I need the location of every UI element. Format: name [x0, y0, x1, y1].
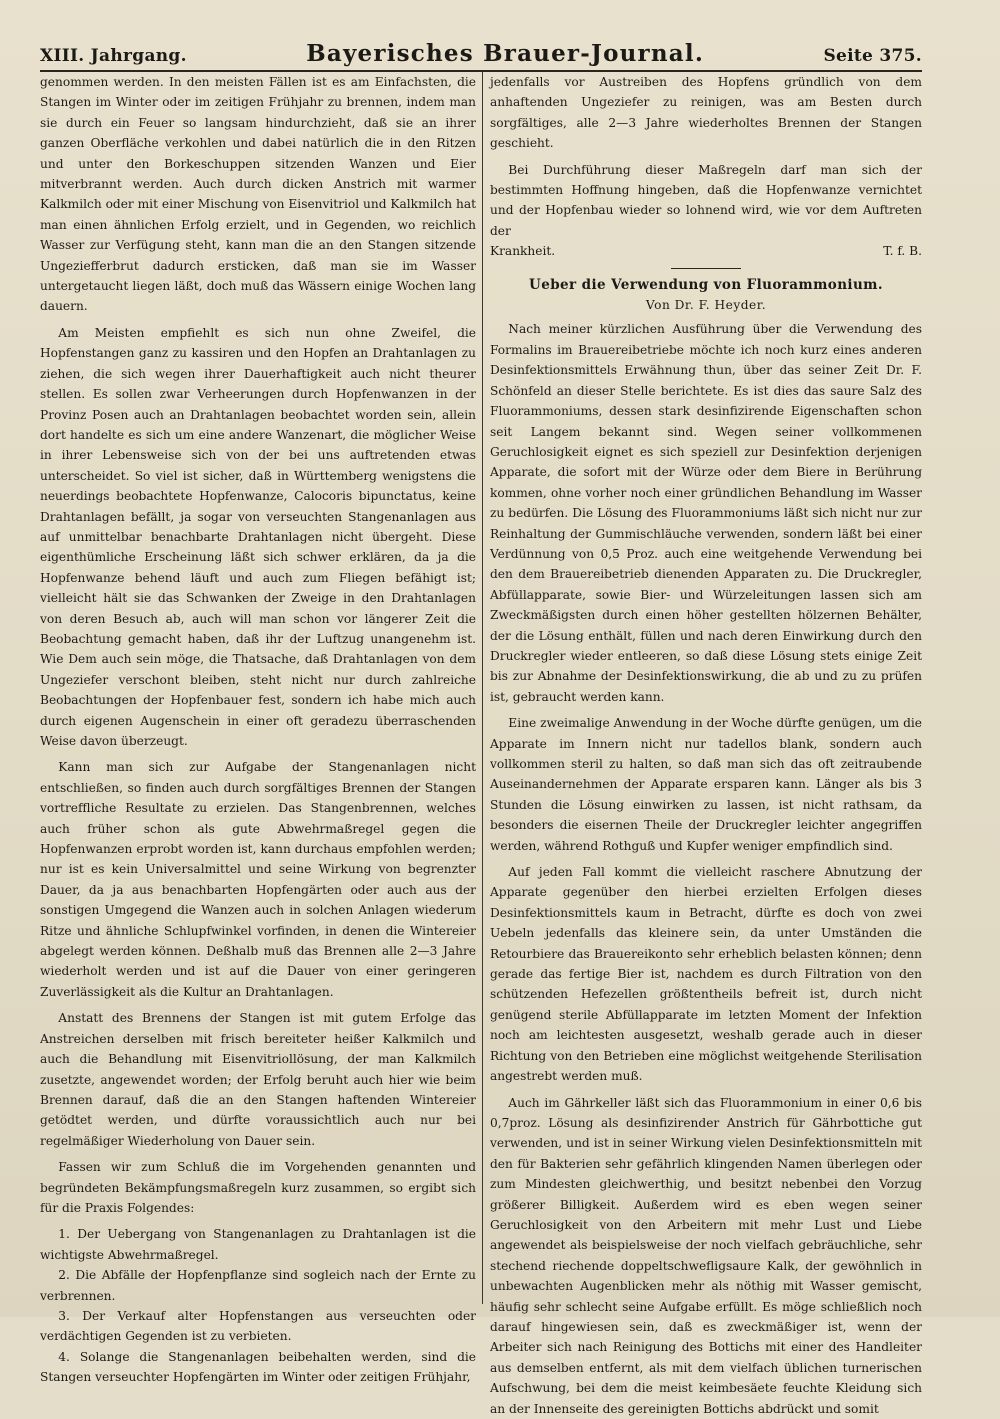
paragraph: Fassen wir zum Schluß die im Vorgehenden genannten und begründeten Bekämpfungsmaßregeln kurz zusammen, so ergibt sich für die Praxis Folgendes:: [40, 1157, 476, 1218]
paragraph: Anstatt des Brennens der Stangen ist mit gutem Erfolge das Anstreichen derselben mit frisch bereiteter heißer Kalkmilch und auch die Behandlung mit Eisenvitriollösung, der man Kalkmilch zusetzte, angewendet worden; der Erfolg beruht auch hier wie beim Brennen darauf, daß die an den Stangen haftenden Wintereier getödtet werden, und dürfte voraussichtlich auch nur bei regelmäßiger Wiederholung von Dauer sein.: [40, 1008, 476, 1151]
author-signature: T. f. B.: [883, 241, 922, 261]
journal-title: Bayerisches Brauer-Journal.: [306, 40, 704, 70]
article-title: Ueber die Verwendung von Fluorammonium.: [490, 275, 922, 295]
closing-paragraph: Bei Durchführung dieser Maßregeln darf man sich der bestimmten Hoffnung hingeben, daß die Hopfenwanze vernichtet und der Hopfenbau wieder so lohnend wird, wie vor dem Auftreten der: [490, 160, 922, 242]
paragraph: Am Meisten empfiehlt es sich nun ohne Zweifel, die Hopfenstangen ganz zu kassiren und den Hopfen an Drahtanlagen zu ziehen, die sich wegen ihrer Dauerhaftigkeit auch nicht theurer stellen. Es sollen zwar Verheerungen durch Hopfenwanzen in der Provinz Posen auch an Drahtanlagen beobachtet worden sein, allein dort handelte es sich um eine andere Wanzenart, die möglicher Weise in ihrer Lebensweise sich von der bei uns auftretenden etwas unterscheidet. So viel ist sicher, daß in Württemberg wenigstens die neuerdings beobachtete Hopfenwanze, Calocoris bipunctatus, keine Drahtanlagen befällt, ja sogar von verseuchten Stangenanlagen aus auf unmittelbar benachbarte Drahtanlagen nicht übergeht. Diese eigenthümliche Erscheinung läßt sich schwer erklären, da ja die Hopfenwanze behend läuft und auch zum Fliegen befähigt ist; vielleicht hält sie das Schwanken der Zweige in den Drahtanlagen von deren Besuch ab, auch will man schon vor längerer Zeit die Beobachtung gemacht haben, daß ihr der Luftzug unangenehm ist. Wie Dem auch sein möge, die Thatsache, daß Drahtanlagen von dem Ungeziefer verschont bleiben, steht nicht nur durch zahlreiche Beobachtungen der Hopfenbauer fest, sondern ich habe mich auch durch eigenen Augenschein in einer oft geradezu überraschenden Weise davon überzeugt.: [40, 323, 476, 752]
paragraph: Auch im Gährkeller läßt sich das Fluorammonium in einer 0,6 bis 0,7proz. Lösung als desinfizirender Anstrich für Gährbottiche gut verwenden, und ist in seiner Wirkung vielen Desinfektionsmitteln mit den für Bakterien sehr gefährlich klingenden Namen überlegen oder zum Mindesten gleichwerthig, und besitzt nebenbei den Vorzug größerer Billigkeit. Außerdem wird es eben wegen seiner Geruchlosigkeit von den Arbeitern mit mehr Lust und Liebe angewendet als beispielsweise der noch vielfach gebräuchliche, sehr stechend riechende doppeltschwefligsaure Kalk, der gewöhnlich in unbewachten Augenblicken mehr als nöthig mit Wasser gemischt, häufig sehr schlecht seine Aufgabe erfüllt. Es möge schließlich noch darauf hingewiesen sein, daß es zweckmäßiger ist, wenn der Arbeiter sich nach Reinigung des Bottichs mit einer des Handleiter aus demselben entfernt, als mit dem vielfach üblichen turnerischen Aufschwung, bei dem die meist keimbesäete feuchte Kleidung sich an der Innenseite des gereinigten Bottichs abdrückt und somit: [490, 1093, 922, 1419]
paragraph: Kann man sich zur Aufgabe der Stangenanlagen nicht entschließen, so finden auch durch sorgfältiges Brennen der Stangen vortreffliche Resultate zu erzielen. Das Stangenbrennen, welches auch früher schon als gute Abwehrmaßregel gegen die Hopfenwanzen erprobt worden ist, kann durchaus empfohlen werden; nur ist es kein Universalmittel und seine Wirkung von begrenzter Dauer, da ja aus benachbarten Hopfengärten oder auch aus der sonstigen Umgegend die Wanzen auch in solchen Anlagen wiederum Ritze und ähnliche Schlupfwinkel vorfinden, in denen die Wintereier abgelegt werden können. Deßhalb muß das Brennen alle 2—3 Jahre wiederholt werden und ist auf die Dauer von einer geringeren Zuverlässigkeit als die Kultur an Drahtanlagen.: [40, 757, 476, 1002]
paragraph: Eine zweimalige Anwendung in der Woche dürfte genügen, um die Apparate im Innern nicht nur tadellos blank, sondern auch vollkommen steril zu halten, so daß man sich das oft zeitraubende Auseinandernehmen der Apparate ersparen kann. Länger als bis 3 Stunden die Lösung einwirken zu lassen, ist nicht rathsam, da besonders die eisernen Theile der Druckregler leichter angegriffen werden, während Rothguß und Kupfer weniger empfindlich sind.: [490, 713, 922, 856]
page-header: [40, 30, 922, 72]
paragraph: Nach meiner kürzlichen Ausführung über die Verwendung des Formalins im Brauereibetriebe möchte ich noch kurz eines anderen Desinfektionsmittels Erwähnung thun, über das seiner Zeit Dr. F. Schönfeld an dieser Stelle berichtete. Es ist dies das saure Salz des Fluorammoniums, dessen stark desinfizirende Eigenschaften schon seit Langem bekannt sind. Wegen seiner vollkommenen Geruchlosigkeit eignet es sich speziell zur Desinfektion derjenigen Apparate, die sofort mit der Würze oder dem Biere in Berührung kommen, ohne vorher noch einer gründlichen Behandlung im Wasser zu bedürfen. Die Lösung des Fluorammoniums läßt sich nicht nur zur Reinhaltung der Gummischläuche verwenden, sondern läßt bei einer Verdünnung von 0,5 Proz. auch eine weitgehende Verwendung bei den dem Brauereibetrieb dienenden Apparaten zu. Die Druckregler, Abfüllapparate, sowie Bier- und Würzeleitungen lassen sich am Zweckmäßigsten durch einen höher gestellten hölzernen Behälter, der die Lösung enthält, füllen und nach deren Einwirkung durch den Druckregler wieder entleeren, so daß diese Lösung stets einige Zeit bis zur Abnahme der Desinfektionswirkung, die ab und zu zu prüfen ist, gebraucht werden kann.: [490, 319, 922, 707]
right-column: [490, 72, 922, 1304]
paragraph: genommen werden. In den meisten Fällen ist es am Einfachsten, die Stangen im Winter oder im zeitigen Frühjahr zu brennen, indem man sie durch ein Feuer so langsam hindurchzieht, daß sie an ihrer ganzen Oberfläche verkohlen und dabei natürlich die in den Ritzen und unter den Borkeschuppen sitzenden Wanzen und Eier mitverbrannt werden. Auch durch dicken Anstrich mit warmer Kalkmilch oder mit einer Mischung von Eisenvitriol und Kalkmilch hat man einen ähnlichen Erfolg erzielt, und in Gegenden, wo reichlich Wasser zur Verfügung steht, kann man die an den Stangen sitzende Ungeziefferbrut dadurch ersticken, daß man sie im Wasser untergetaucht liegen läßt, doch muß das Wässern einige Wochen lang dauern.: [40, 72, 476, 317]
column-divider: [482, 72, 483, 1304]
measures-list: [40, 1224, 476, 1387]
paragraph: Auf jeden Fall kommt die vielleicht raschere Abnutzung der Apparate gegenüber den hierbei erzielten Erfolgen dieses Desinfektionsmittels kaum in Betracht, dürfte es doch von zwei Uebeln jedenfalls das kleinere sein, da unter Umständen die Retourbiere das Brauereikonto sehr erheblich belasten können; denn gerade das fertige Bier ist, nachdem es durch Filtration von den schützenden Hefezellen größtentheils befreit ist, durch nicht genügend sterile Abfüllapparate im letzten Moment der Infektion noch am leichtesten ausgesetzt, weshalb gerade auch in dieser Richtung von den Betrieben eine möglichst weitgehende Sterilisation angestrebt werden muß.: [490, 862, 922, 1086]
paragraph: jedenfalls vor Austreiben des Hopfens gründlich von dem anhaftenden Ungeziefer zu reinigen, was am Besten durch sorgfältiges, alle 2—3 Jahre wiederholtes Brennen der Stangen geschieht.: [490, 72, 922, 154]
article-byline: Von Dr. F. Heyder.: [490, 295, 922, 315]
volume-label: XIII. Jahrgang.: [40, 46, 187, 70]
list-item: 2. Die Abfälle der Hopfenpflanze sind sogleich nach der Ernte zu verbrennen.: [40, 1265, 476, 1306]
page-number: Seite 375.: [823, 46, 922, 70]
section-rule: [671, 268, 741, 269]
list-item: 1. Der Uebergang von Stangenanlagen zu Drahtanlagen ist die wichtigste Abwehrmaßregel.: [40, 1224, 476, 1265]
closing-last-word: Krankheit.: [490, 241, 555, 261]
signature-line: [490, 241, 922, 261]
list-item: 3. Der Verkauf alter Hopfenstangen aus verseuchten oder verdächtigen Gegenden ist zu verbieten.: [40, 1306, 476, 1347]
list-item: 4. Solange die Stangenanlagen beibehalten werden, sind die Stangen verseuchter Hopfengärten im Winter oder zeitigen Frühjahr,: [40, 1347, 476, 1388]
left-column: [40, 72, 476, 1304]
